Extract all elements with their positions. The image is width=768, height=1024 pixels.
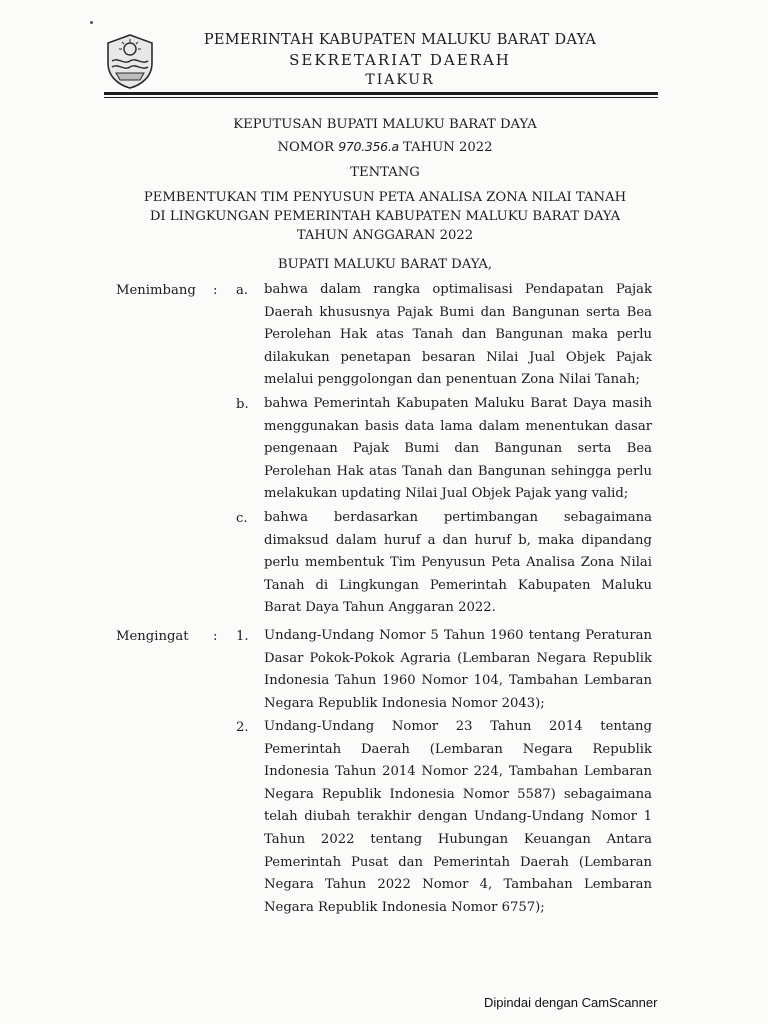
menimbang-marker: c.: [236, 511, 248, 526]
menimbang-label: Menimbang: [116, 283, 196, 298]
decree-subject-line: TAHUN ANGGARAN 2022: [296, 228, 474, 243]
decree-subject: [120, 188, 650, 245]
letterhead-rule-thick: [104, 92, 658, 95]
mengingat-item: Undang-Undang Nomor 5 Tahun 1960 tentang Peraturan Dasar Pokok-Pokok Agraria (Lembaran Negara Republik Indonesia Tahun 1960 Nomor 104, Tambahan Lembaran Negara Republik Indonesia Nomor 2043);: [264, 628, 652, 711]
mengingat-marker: 1.: [236, 629, 249, 644]
decree-number-prefix: NOMOR: [277, 140, 339, 155]
letterhead-government: PEMERINTAH KABUPATEN MALUKU BARAT DAYA: [203, 32, 597, 48]
menimbang-marker: a.: [236, 283, 249, 298]
decree-number: [120, 139, 650, 155]
mengingat-item: Undang-Undang Nomor 23 Tahun 2014 tentang Pemerintah Daerah (Lembaran Negara Republik Indonesia Tahun 2014 Nomor 224, Tambahan Lembaran Negara Republik Indonesia Nomor 5587) sebagaimana telah diubah terakhir dengan Undang-Undang Nomor 1 Tahun 2022 tentang Hubungan Keuangan Antara Pemerintah Pusat dan Pemerintah Daerah (Lembaran Negara Tahun 2022 Nomor 4, Tambahan Lembaran Negara Republik Indonesia Nomor 6757);: [264, 719, 652, 915]
mengingat-marker: 2.: [236, 720, 249, 735]
decree-subject-line: PEMBENTUKAN TIM PENYUSUN PETA ANALISA ZONA NILAI TANAH: [143, 190, 627, 205]
decree-title: KEPUTUSAN BUPATI MALUKU BARAT DAYA: [233, 117, 537, 132]
scan-speck: [90, 21, 93, 24]
mengingat-colon: :: [213, 629, 218, 644]
menimbang-marker: b.: [236, 397, 249, 412]
menimbang-item: bahwa berdasarkan pertimbangan sebagaimana dimaksud dalam huruf a dan huruf b, maka dipandang perlu membentuk Tim Penyusun Peta Analisa Zona Nilai Tanah di Lingkungan Pemerintah Kabupaten Maluku Barat Daya Tahun Anggaran 2022.: [264, 510, 652, 616]
official-heading: BUPATI MALUKU BARAT DAYA,: [277, 257, 493, 272]
menimbang-item: bahwa Pemerintah Kabupaten Maluku Barat Daya masih menggunakan basis data lama dalam menentukan dasar pengenaan Pajak Bumi dan Bangunan serta Bea Perolehan Hak atas Tanah dan Bangunan sehingga perlu melakukan updating Nilai Jual Objek Pajak yang valid;: [264, 396, 652, 502]
tentang-heading: TENTANG: [350, 165, 420, 180]
menimbang-item: bahwa dalam rangka optimalisasi Pendapatan Pajak Daerah khususnya Pajak Bumi dan Bangunan serta Bea Perolehan Hak atas Tanah dan Bangunan maka perlu dilakukan penetapan besaran Nilai Jual Objek Pajak melalui penggolongan dan penentuan Zona Nilai Tanah;: [264, 282, 652, 388]
letterhead-rule-thin: [104, 97, 658, 98]
decree-subject-line: DI LINGKUNGAN PEMERINTAH KABUPATEN MALUKU BARAT DAYA: [149, 209, 621, 224]
scanner-watermark: Dipindai dengan CamScanner: [484, 995, 658, 1010]
decree-number-handwritten: 970.356.a: [338, 139, 399, 154]
menimbang-colon: :: [213, 283, 218, 298]
letterhead-secretariat: SEKRETARIAT DAERAH: [289, 51, 511, 69]
letterhead-city: TIAKUR: [365, 72, 435, 88]
mengingat-label: Mengingat: [116, 629, 189, 644]
decree-number-suffix: TAHUN 2022: [398, 140, 493, 155]
regency-coat-of-arms-icon: [104, 33, 156, 89]
letterhead: [190, 30, 610, 90]
